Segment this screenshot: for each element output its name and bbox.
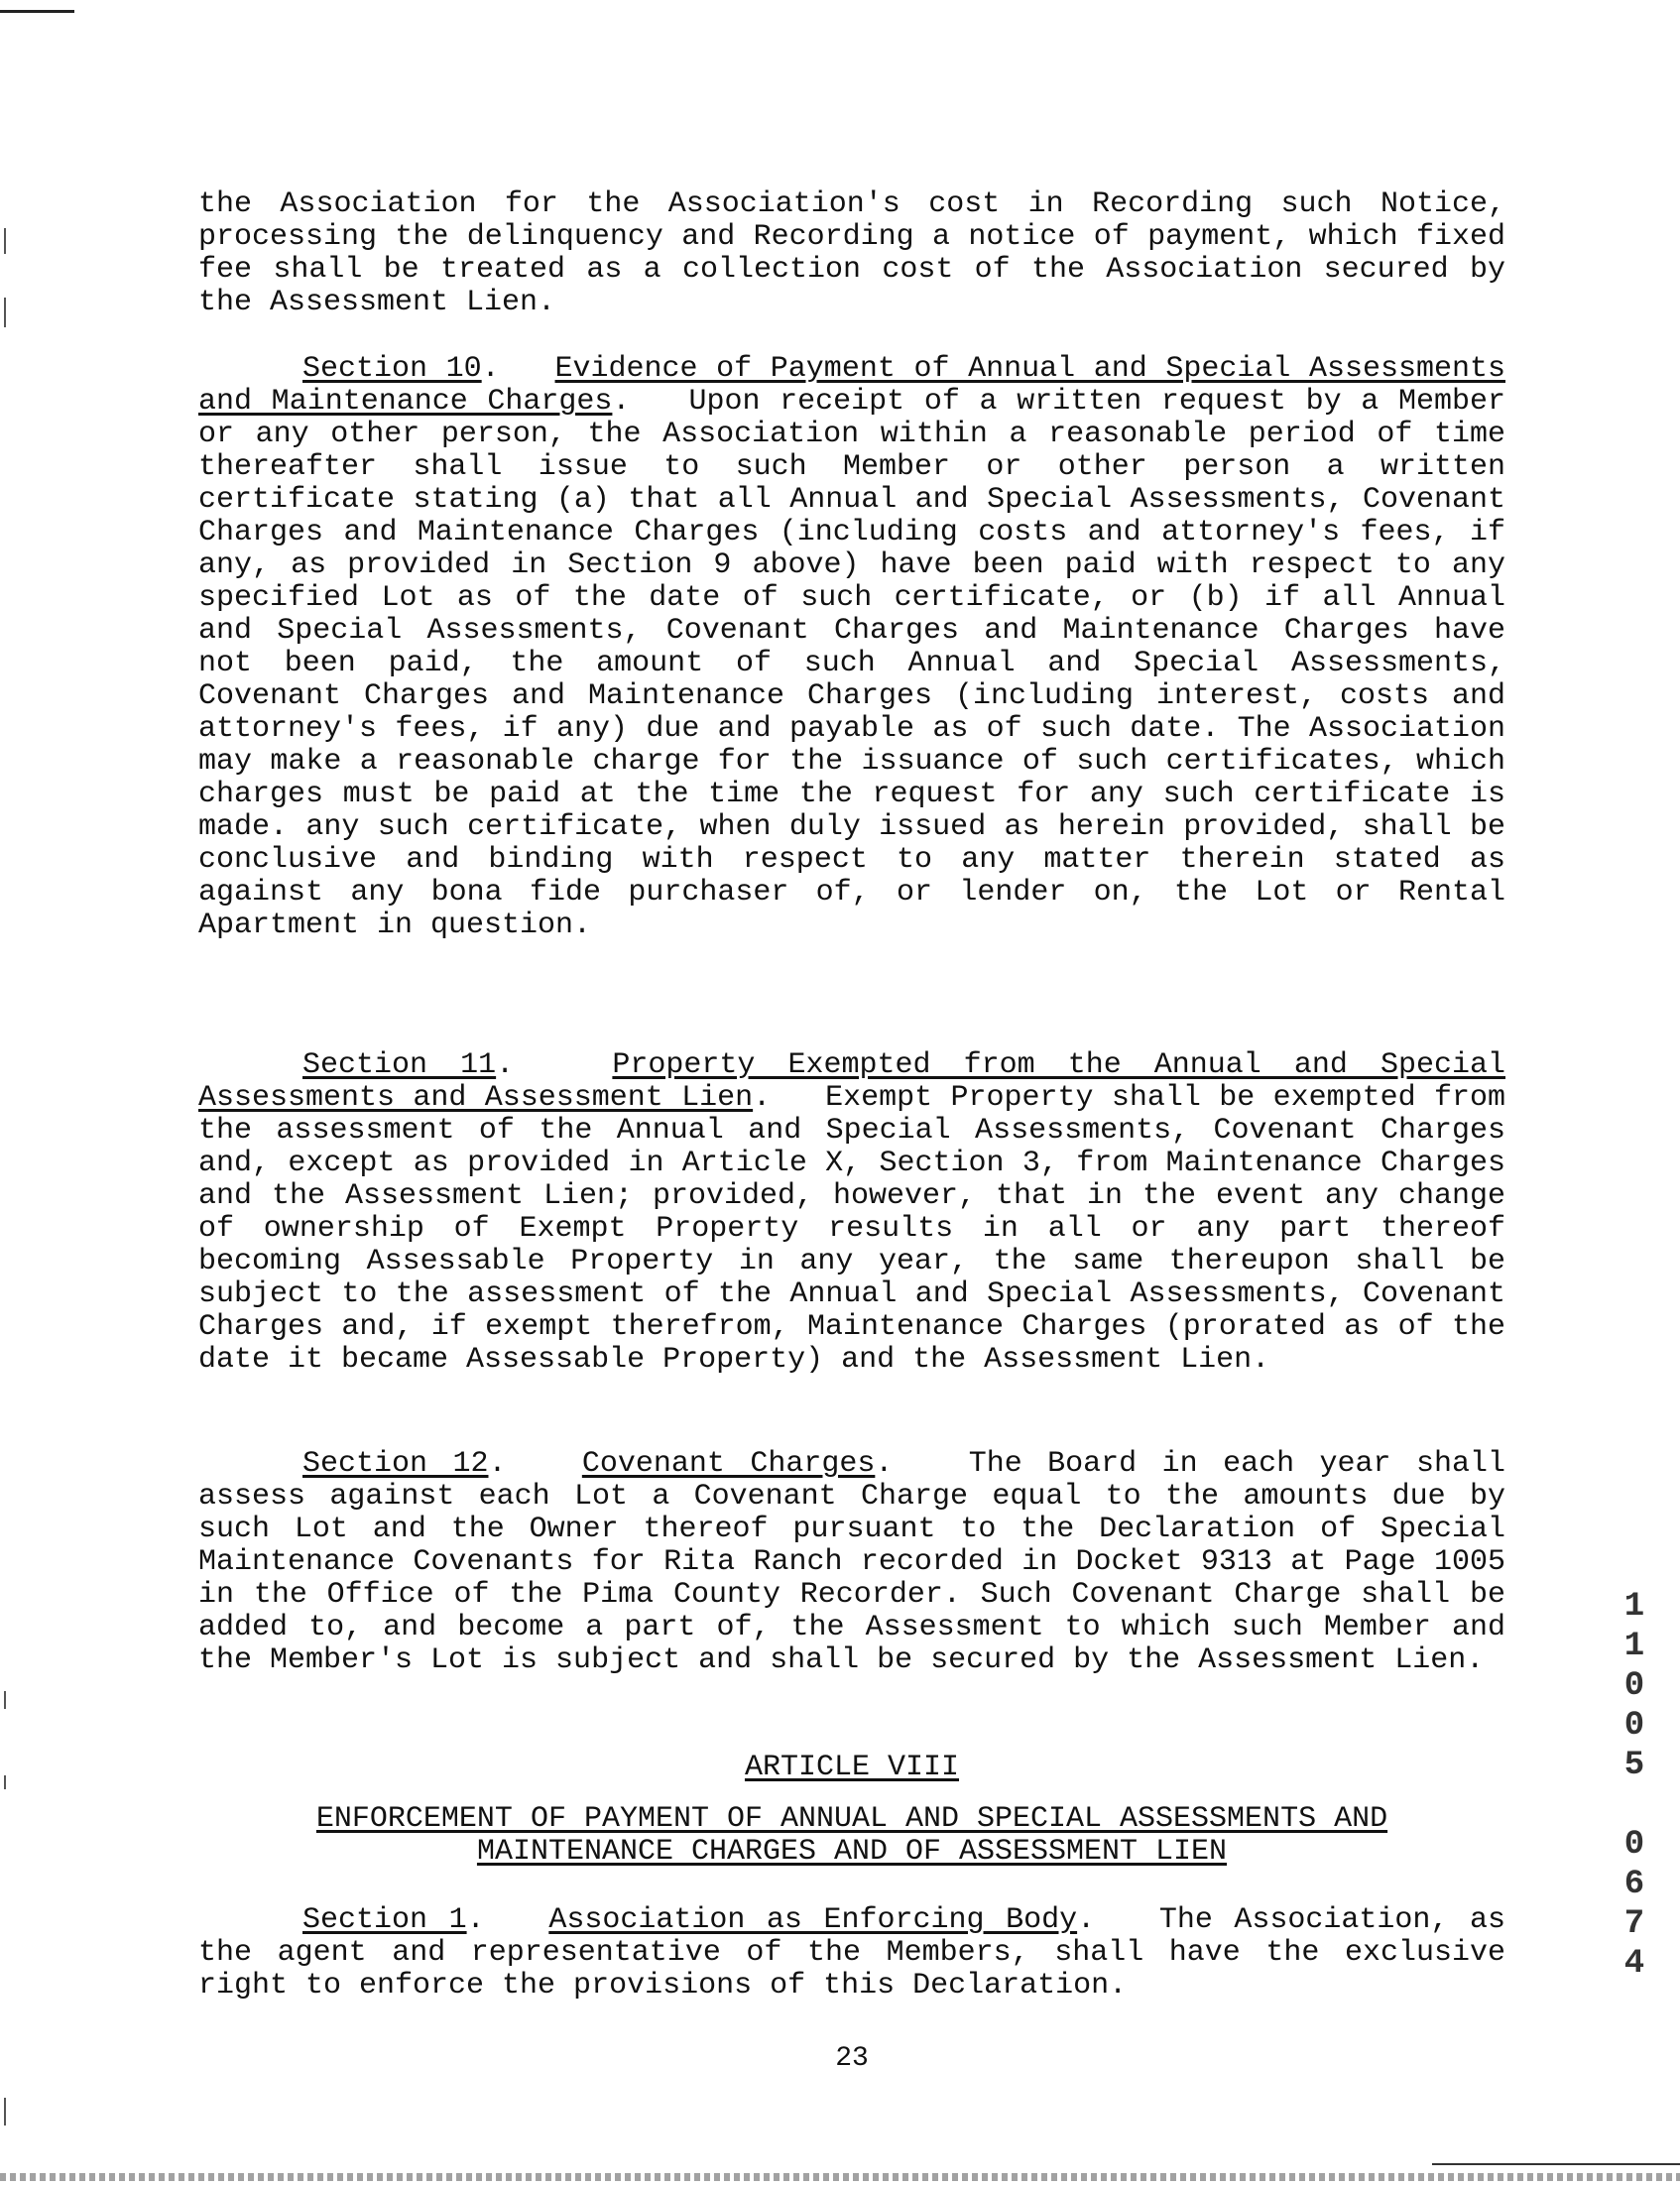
article-title-line-2: MAINTENANCE CHARGES AND OF ASSESSMENT LIEN xyxy=(476,1835,1228,1869)
bottom-rule xyxy=(1432,2163,1680,2165)
section-10-label: Section 10 xyxy=(302,352,482,386)
section-10-paragraph: Section 10. Evidence of Payment of Annual and Special Assessments and Maintenance Charges. Upon receipt of a written request by a Member or any other person, the Association within a reasonable period of time thereafter shall issue to such Member or other person a written certificate stating (a) that all Annual and Special Assessments, Covenant Charges and Maintenance Charges (including costs and attorney's fees, if any, as provided in Section 9 above) have been paid with respect to any specified Lot as of the date of such certificate, or (b) if all Annual and Special Assessments, Covenant Charges and Maintenance Charges have not been paid, the amount of such Annual and Special Assessments, Covenant Charges and Maintenance Charges (including interest, costs and attorney's fees, if any) due and payable as of such date. The Association may make a reasonable charge for the issuance of such certificates, which charges must be paid at the time the request for any such certificate is made. any such certificate, when duly issued as herein provided, shall be conclusive and binding with respect to any matter therein stated as against any bona fide purchaser of, or lender on, the Lot or Rental Apartment in question. xyxy=(198,352,1506,942)
docket-stamp xyxy=(1615,1587,1654,1984)
margin-mark xyxy=(4,228,6,254)
section-11-label: Section 11 xyxy=(302,1048,497,1082)
docket-stamp-top: 11005 xyxy=(1623,1588,1645,1784)
article-number: ARTICLE VIII xyxy=(744,1751,960,1784)
section-12-body: The Board in each year shall assess against each Lot a Covenant Charge equal to the amounts due by such Lot and the Owner thereof pursuant to the Declaration of Special Maintenance Covenants for Rita Ranch recorded in Docket 9313 at Page 1005 in the Office of the Pima County Recorder. Such Covenant Charge shall be added to, and become a part of, the Assessment to which such Member and the Member's Lot is subject and shall be secured by the Assessment Lien. xyxy=(198,1447,1506,1677)
continuation-paragraph xyxy=(198,188,1505,319)
article-title xyxy=(198,1803,1505,1869)
article-heading xyxy=(198,1752,1505,1784)
docket-stamp-bottom: 0674 xyxy=(1623,1826,1645,1983)
margin-mark xyxy=(4,1775,6,1789)
section-10-title: Evidence of Payment of Annual and Special Assessments and Maintenance Charges xyxy=(198,352,1506,419)
article-section-1-paragraph: Section 1. Association as Enforcing Body. The Association, as the agent and representative of the Members, shall have the exclusive right to enforce the provisions of this Declaration. xyxy=(198,1903,1505,2003)
margin-mark xyxy=(4,298,6,327)
section-12-paragraph: Section 12. Covenant Charges. The Board in each year shall assess against each Lot a Covenant Charge equal to the amounts due by such Lot and the Owner thereof pursuant to the Declaration of Special Maintenance Covenants for Rita Ranch recorded in Docket 9313 at Page 1005 in the Office of the Pima County Recorder. Such Covenant Charge shall be added to, and become a part of, the Assessment to which such Member and the Member's Lot is subject and shall be secured by the Assessment Lien. xyxy=(198,1447,1506,1677)
continuation-text: the Association for the Association's cost in Recording such Notice, processing the delinquency and Recording a notice of payment, which fixed fee shall be treated as a collection cost of the Association secured by the Assessment Lien. xyxy=(198,187,1505,319)
page-number: 23 xyxy=(835,2043,869,2074)
section-12-title: Covenant Charges xyxy=(581,1447,876,1481)
article-section-1-body: The Association, as the agent and representative of the Members, shall have the exclusive right to enforce the provisions of this Declaration. xyxy=(198,1903,1505,2003)
article-section-1-label: Section 1 xyxy=(302,1903,467,1937)
margin-mark xyxy=(4,2098,6,2126)
bottom-scan-edge xyxy=(0,2173,1680,2181)
section-11-body: Exempt Property shall be exempted from the assessment of the Annual and Special Assessments, Covenant Charges and, except as provided in Article X, Section 3, from Maintenance Charges and the Assessment Lien; provided, however, that in the event any change of ownership of Exempt Property results in all or any part thereof becoming Assessable Property in any year, the same thereupon shall be subject to the assessment of the Annual and Special Assessments, Covenant Charges and, if exempt therefrom, Maintenance Charges (prorated as of the date it became Assessable Property) and the Assessment Lien. xyxy=(198,1081,1505,1377)
top-rule xyxy=(0,10,74,13)
article-title-line-1: ENFORCEMENT OF PAYMENT OF ANNUAL AND SPECIAL ASSESSMENTS AND xyxy=(315,1802,1388,1836)
section-11-title: Property Exempted from the Annual and Special Assessments and Assessment Lien xyxy=(198,1048,1506,1115)
article-section-1-title: Association as Enforcing Body xyxy=(548,1903,1078,1937)
section-10-body: Upon receipt of a written request by a Member or any other person, the Association within a reasonable period of time thereafter shall issue to such Member or other person a written certificate stating (a) that all Annual and Special Assessments, Covenant Charges and Maintenance Charges (including costs and attorney's fees, if any, as provided in Section 9 above) have been paid with respect to any specified Lot as of the date of such certificate, or (b) if all Annual and Special Assessments, Covenant Charges and Maintenance Charges have not been paid, the amount of such Annual and Special Assessments, Covenant Charges and Maintenance Charges (including interest, costs and attorney's fees, if any) due and payable as of such date. The Association may make a reasonable charge for the issuance of such certificates, which charges must be paid at the time the request for any such certificate is made. any such certificate, when duly issued as herein provided, shall be conclusive and binding with respect to any matter therein stated as against any bona fide purchaser of, or lender on, the Lot or Rental Apartment in question. xyxy=(198,385,1505,942)
section-12-label: Section 12 xyxy=(302,1447,489,1481)
margin-mark xyxy=(4,1691,6,1709)
section-11-paragraph: Section 11. Property Exempted from the Annual and Special Assessments and Assessment Lien. Exempt Property shall be exempted from the assessment of the Annual and Special Assessments, Covenant Charges and, except as provided in Article X, Section 3, from Maintenance Charges and the Assessment Lien; provided, however, that in the event any change of ownership of Exempt Property results in all or any part thereof becoming Assessable Property in any year, the same thereupon shall be subject to the assessment of the Annual and Special Assessments, Covenant Charges and, if exempt therefrom, Maintenance Charges (prorated as of the date it became Assessable Property) and the Assessment Lien. xyxy=(198,1048,1506,1377)
